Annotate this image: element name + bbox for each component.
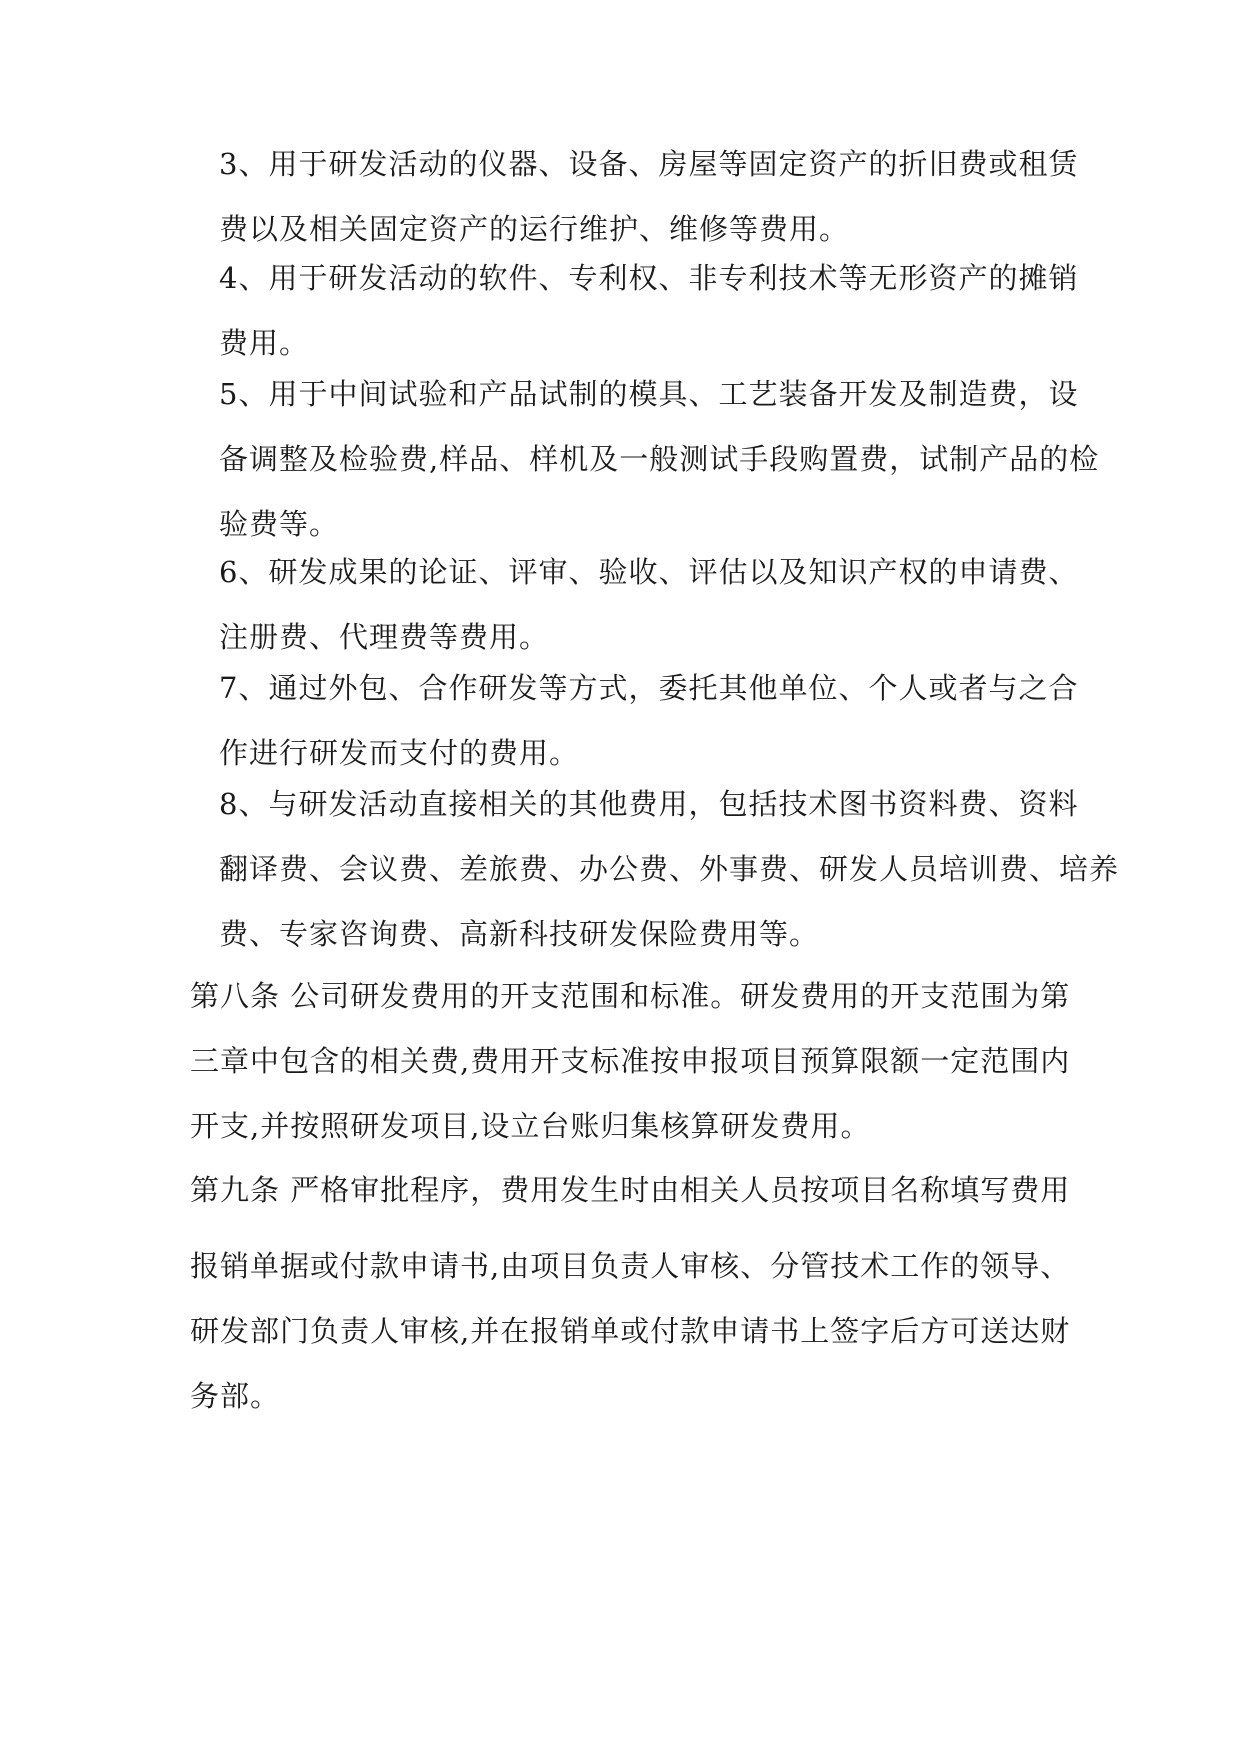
item-8 (190, 772, 1120, 967)
article-9-line-2: 报销单据或付款申请书,由项目负责人审核、分管技术工作的领导、 (190, 1249, 1071, 1283)
item-3-line-1: 3、用于研发活动的仪器、设备、房屋等固定资产的折旧费或租赁 (219, 147, 1079, 181)
item-6-line-2: 注册费、代理费等费用。 (219, 620, 550, 654)
item-7 (190, 656, 1079, 786)
item-4 (190, 246, 1079, 376)
item-5-line-3: 验费等。 (219, 507, 340, 541)
item-3 (190, 132, 1079, 262)
item-8-line-3: 费、专家咨询费、高新科技研发保险费用等。 (219, 917, 820, 951)
article-9-line-4: 务部。 (190, 1379, 281, 1413)
article-8-line-2: 三章中包含的相关费,费用开支标准按申报项目预算限额一定范围内 (190, 1044, 1071, 1078)
item-4-line-2: 费用。 (219, 326, 310, 360)
item-6-line-1: 6、研发成果的论证、评审、验收、评估以及知识产权的申请费、 (219, 555, 1079, 589)
item-5-line-2: 备调整及检验费,样品、样机及一般测试手段购置费，试制产品的检 (219, 442, 1100, 476)
item-8-line-1: 8、与研发活动直接相关的其他费用，包括技术图书资料费、资料 (219, 787, 1079, 821)
item-8-line-2: 翻译费、会议费、差旅费、办公费、外事费、研发人员培训费、培养 (219, 852, 1120, 886)
article-9-line-3: 研发部门负责人审核,并在报销单或付款申请书上签字后方可送达财 (190, 1314, 1071, 1348)
article-9-line-1: 第九条 严格审批程序，费用发生时由相关人员按项目名称填写费用 (190, 1173, 1071, 1207)
article-9-heading-line (190, 1158, 1071, 1223)
item-5 (190, 362, 1100, 557)
article-8 (190, 964, 1071, 1159)
article-8-line-3: 开支,并按照研发项目,设立台账归集核算研发费用。 (190, 1109, 871, 1143)
item-7-line-2: 作进行研发而支付的费用。 (219, 736, 580, 770)
article-9-body (190, 1234, 1071, 1429)
item-3-line-2: 费以及相关固定资产的运行维护、维修等费用。 (219, 212, 850, 246)
item-5-line-1: 5、用于中间试验和产品试制的模具、工艺装备开发及制造费，设 (219, 377, 1079, 411)
article-8-line-1: 第八条 公司研发费用的开支范围和标准。研发费用的开支范围为第 (190, 979, 1071, 1013)
item-4-line-1: 4、用于研发活动的软件、专利权、非专利技术等无形资产的摊销 (219, 261, 1079, 295)
item-7-line-1: 7、通过外包、合作研发等方式，委托其他单位、个人或者与之合 (219, 671, 1079, 705)
item-6 (190, 540, 1079, 670)
